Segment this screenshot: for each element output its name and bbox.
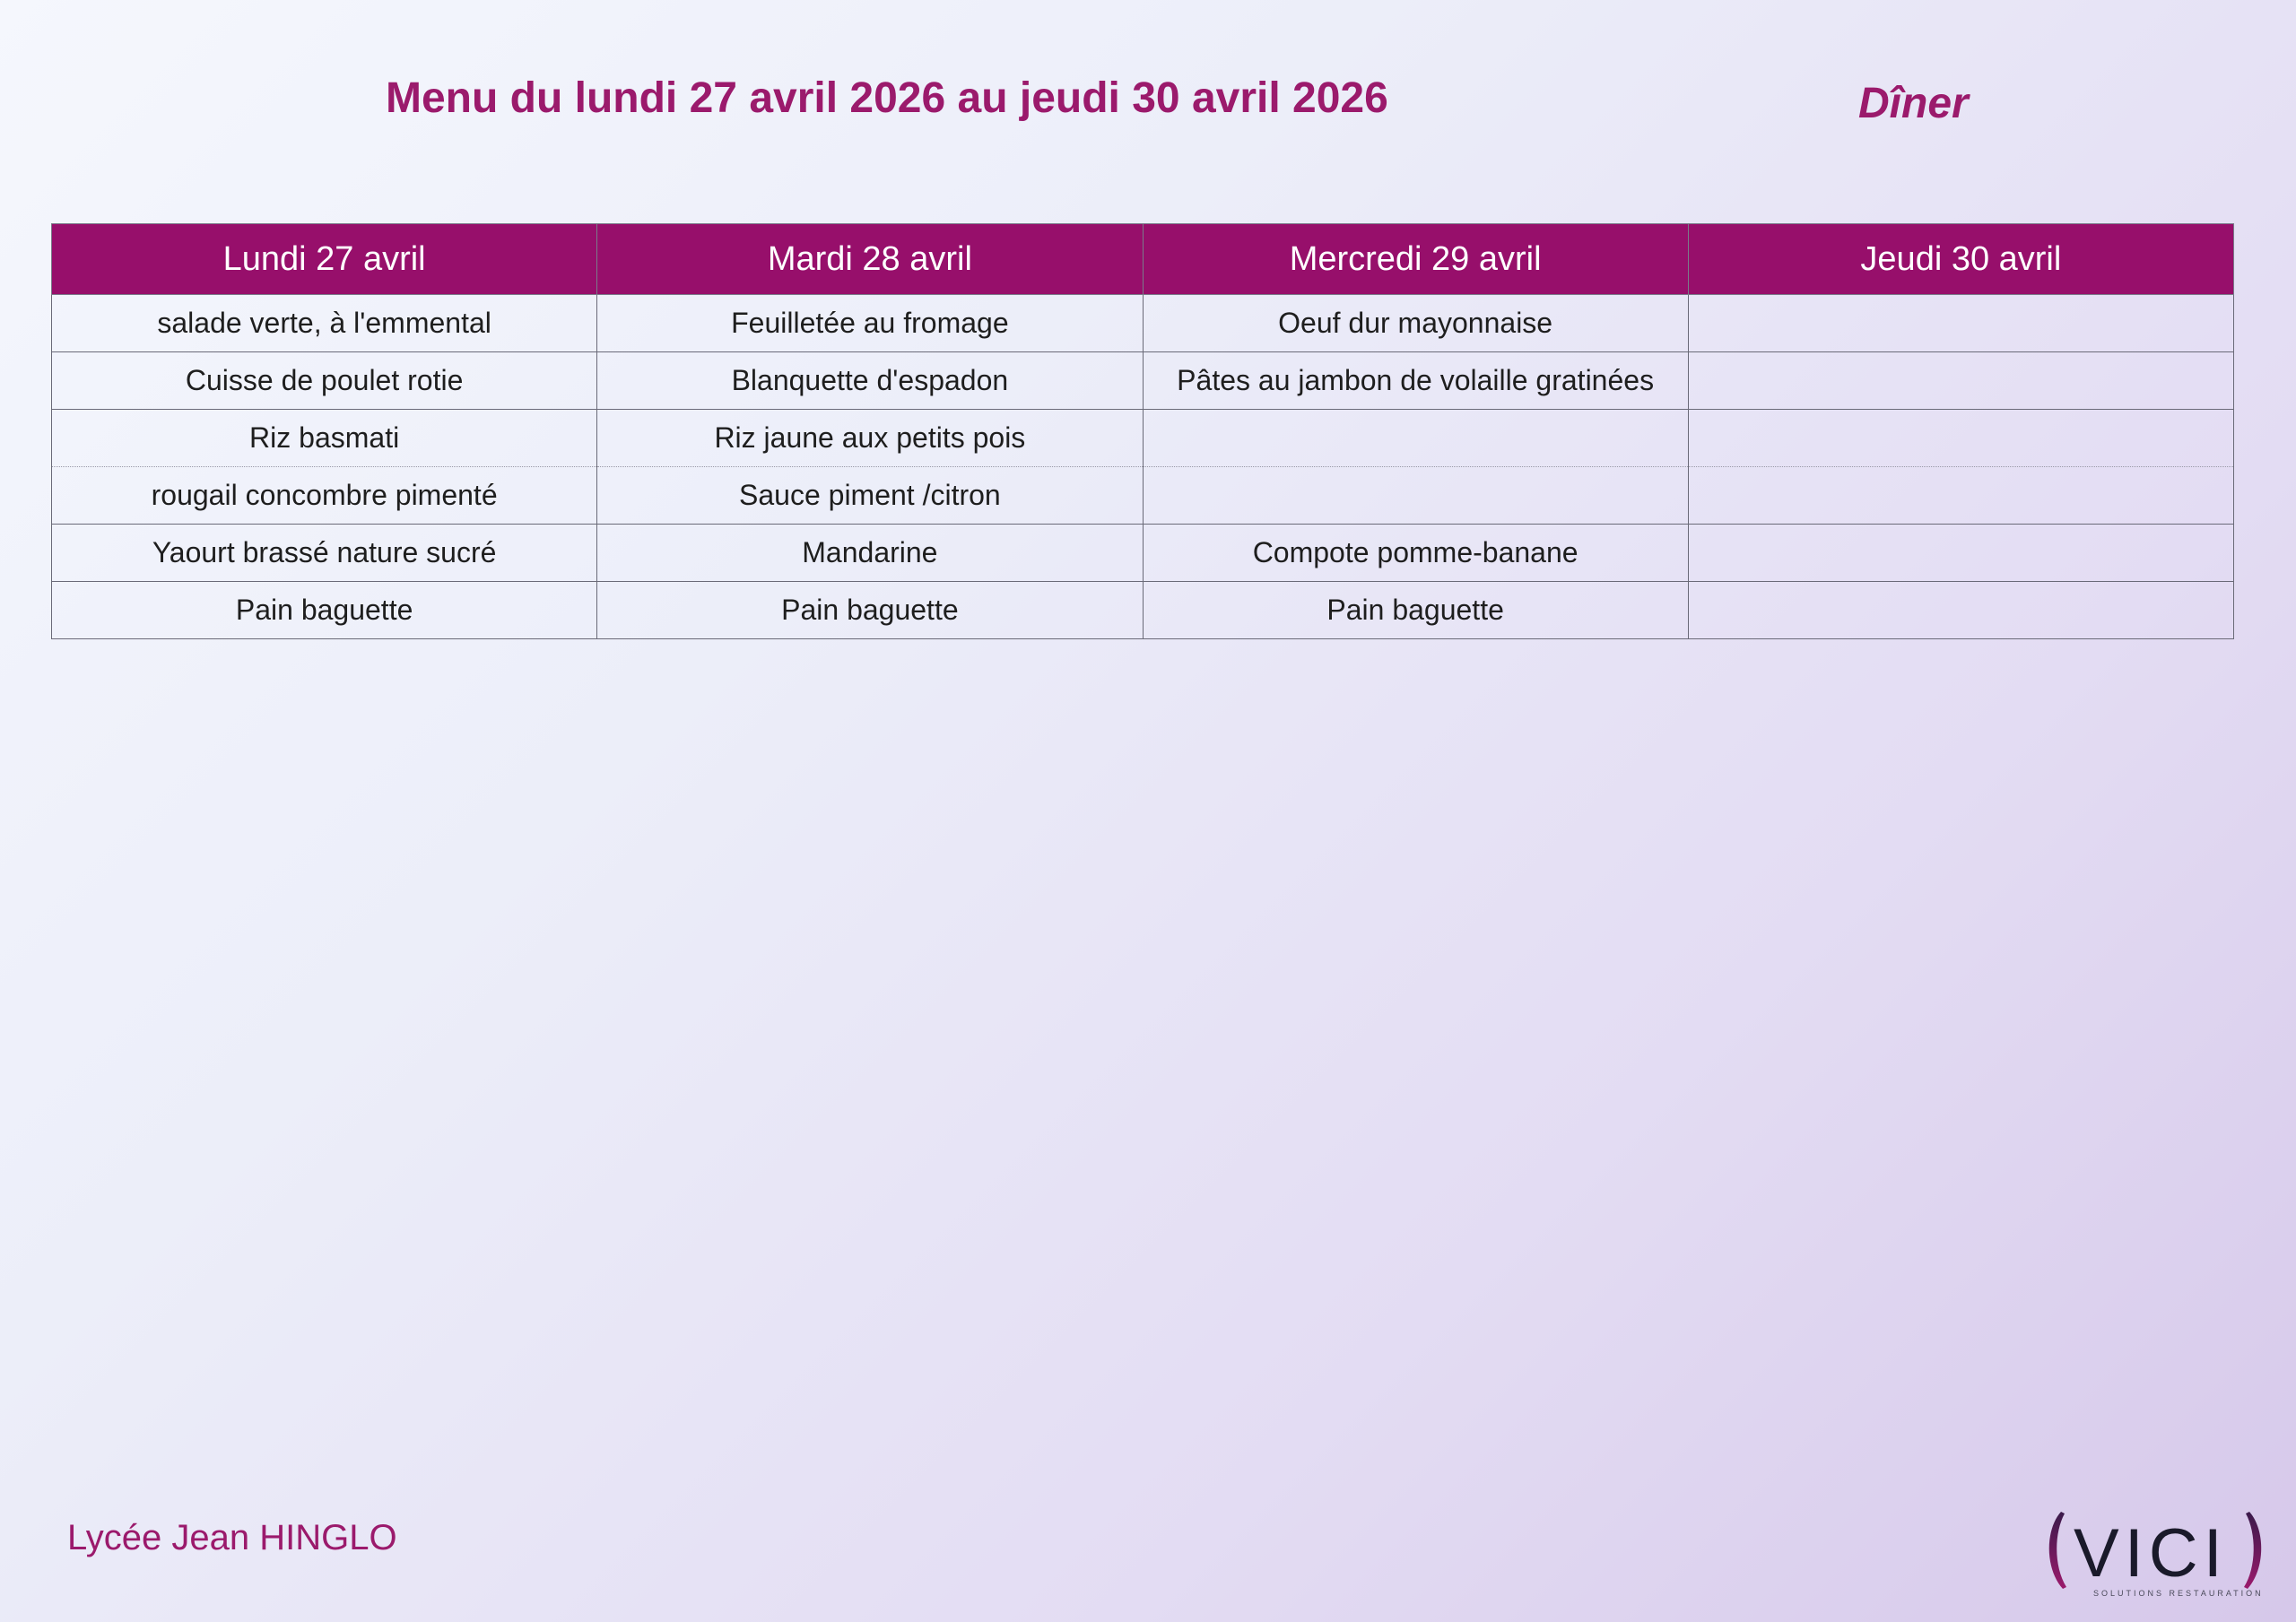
menu-table (51, 223, 2234, 639)
menu-cell: Compote pomme-banane (1143, 525, 1688, 582)
menu-cell: rougail concombre pimenté (52, 467, 597, 525)
logo-text: VICI (2074, 1515, 2228, 1592)
table-row (52, 295, 2234, 352)
school-name: Lycée Jean HINGLO (67, 1518, 397, 1557)
page-title: Menu du lundi 27 avril 2026 au jeudi 30 avril 2026 (386, 74, 1388, 122)
day-header: Lundi 27 avril (52, 224, 597, 295)
menu-cell (1688, 525, 2233, 582)
menu-cell: Yaourt brassé nature sucré (52, 525, 597, 582)
table-row (52, 525, 2234, 582)
menu-cell: Pain baguette (52, 582, 597, 639)
menu-cell: Oeuf dur mayonnaise (1143, 295, 1688, 352)
menu-cell (1688, 352, 2233, 410)
menu-cell (1688, 582, 2233, 639)
table-row (52, 582, 2234, 639)
menu-cell: Feuilletée au fromage (597, 295, 1143, 352)
menu-cell: Blanquette d'espadon (597, 352, 1143, 410)
table-row (52, 467, 2234, 525)
logo-right-paren-icon (2244, 1512, 2261, 1589)
menu-cell: Pain baguette (597, 582, 1143, 639)
menu-cell: Mandarine (597, 525, 1143, 582)
table-header-row (52, 224, 2234, 295)
meal-label: Dîner (1858, 80, 1969, 127)
table-row (52, 410, 2234, 467)
menu-cell: Riz basmati (52, 410, 597, 467)
menu-cell (1688, 295, 2233, 352)
menu-cell (1688, 410, 2233, 467)
menu-cell (1688, 467, 2233, 525)
menu-cell (1143, 467, 1688, 525)
menu-cell: Riz jaune aux petits pois (597, 410, 1143, 467)
logo-left-paren-icon (2049, 1512, 2066, 1589)
menu-cell: Pâtes au jambon de volaille gratinées (1143, 352, 1688, 410)
menu-cell: Sauce piment /citron (597, 467, 1143, 525)
vici-logo (2036, 1499, 2278, 1600)
day-header: Jeudi 30 avril (1688, 224, 2233, 295)
menu-cell (1143, 410, 1688, 467)
menu-cell: Cuisse de poulet rotie (52, 352, 597, 410)
day-header: Mercredi 29 avril (1143, 224, 1688, 295)
logo-tagline: SOLUTIONS RESTAURATION (2093, 1589, 2264, 1598)
table-row (52, 352, 2234, 410)
menu-cell: Pain baguette (1143, 582, 1688, 639)
day-header: Mardi 28 avril (597, 224, 1143, 295)
menu-cell: salade verte, à l'emmental (52, 295, 597, 352)
